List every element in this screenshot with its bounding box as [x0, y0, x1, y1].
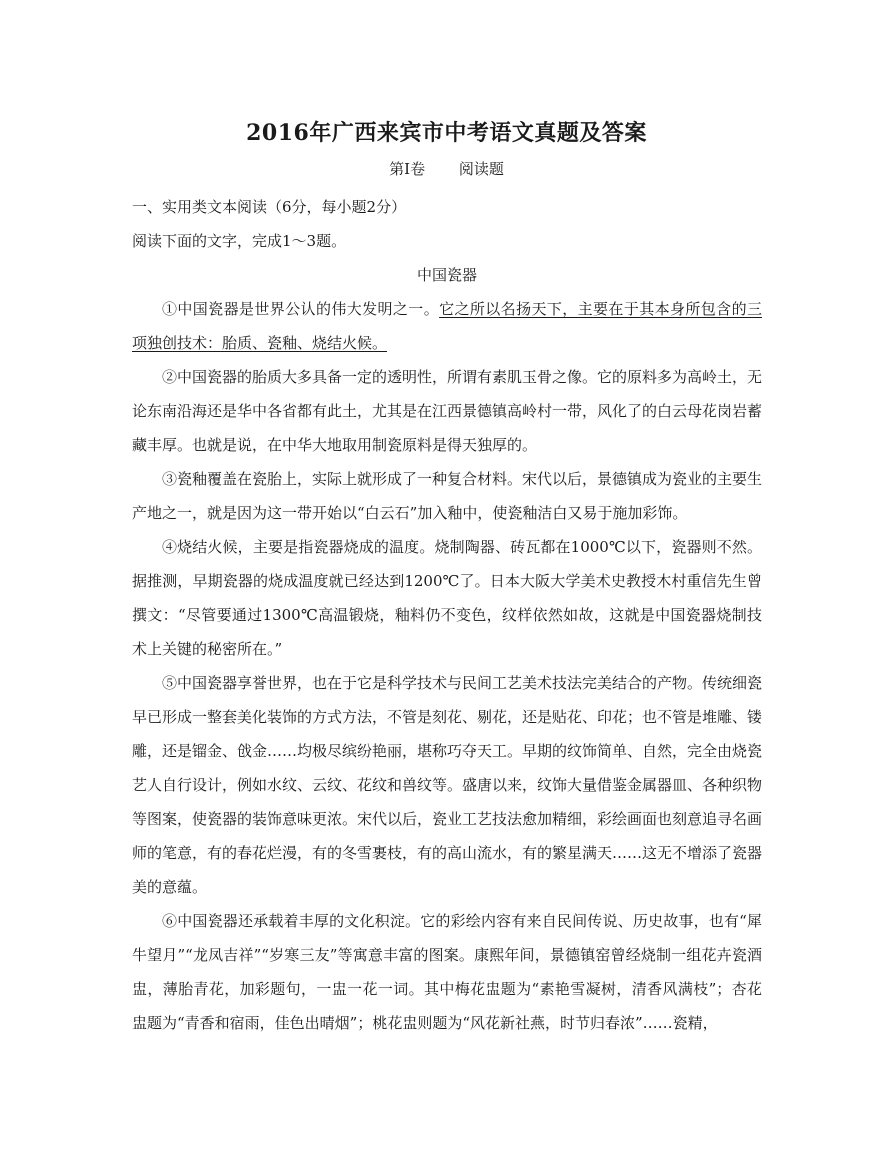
- section-heading: 第Ⅰ卷 阅读题: [389, 160, 504, 178]
- paragraph-5: ⑤中国瓷器享誉世界，也在于它是科学技术与民间工艺美术技法完美结合的产物。传统细瓷早已形成一整套美化装饰的方式方法，不管是刻花、剔花，还是贴花、印花；也不管是堆雕、镂雕，还是镏金、戗金……均极尽缤纷艳丽，堪称巧夺天工。早期的纹饰简单、自然，完全由烧瓷艺人自行设计，例如水纹、云纹、花纹和兽纹等。盛唐以来，纹饰大量借鉴金属器皿、各种织物等图案，使瓷器的装饰意味更浓。宋代以后，瓷业工艺技法愈加精细，彩绘画面也刻意追寻名画师的笔意，有的春花烂漫，有的冬雪裹枝，有的高山流水，有的繁星满天……这无不增添了瓷器美的意蕴。: [132, 674, 763, 896]
- article-title: 中国瓷器: [416, 266, 477, 284]
- part-heading: 一、实用类文本阅读（6分，每小题2分）: [132, 198, 407, 216]
- document-title: 2016年广西来宾市中考语文真题及答案: [246, 120, 647, 146]
- paragraph-1-text: ①中国瓷器是世界公认的伟大发明之一。: [162, 300, 440, 318]
- paragraph-2: ②中国瓷器的胎质大多具备一定的透明性，所谓有素肌玉骨之像。它的原料多为高岭土，无论东南沿海还是华中各省都有此土，尤其是在江西景德镇高岭村一带，风化了的白云母花岗岩蓄藏丰厚。也就是说，在中华大地取用制瓷原料是得天独厚的。: [132, 368, 763, 454]
- instruction-text: 阅读下面的文字，完成1～3题。: [132, 232, 347, 250]
- paragraph-3: ③瓷釉覆盖在瓷胎上，实际上就形成了一种复合材料。宋代以后，景德镇成为瓷业的主要生产地之一，就是因为这一带开始以“白云石”加入釉中，使瓷釉洁白又易于施加彩饰。: [132, 470, 763, 522]
- document-body: [132, 190, 762, 1040]
- paragraph-1: [132, 292, 762, 360]
- paragraph-1-underlined-text: 它之所以名扬天下，主要在于其本身所包含的三项独创技术：胎质、瓷釉、烧结火候。: [132, 300, 762, 352]
- paragraph-6: ⑥中国瓷器还承载着丰厚的文化积淀。它的彩绘内容有来自民间传说、历史故事，也有“犀牛望月”“龙凤吉祥”“岁寒三友”等寓意丰富的图案。康熙年间，景德镇窑曾经烧制一组花卉瓷酒盅，薄胎青花，加彩题句，一盅一花一词。其中梅花盅题为“素艳雪凝树，清香风满枝”；杏花盅题为“青香和宿雨，佳色出晴烟”；桃花盅则题为“风花新社燕，时节归春浓”……瓷精，: [132, 912, 762, 1032]
- paragraph-4: ④烧结火候，主要是指瓷器烧成的温度。烧制陶器、砖瓦都在1000℃以下，瓷器则不然。据推测，早期瓷器的烧成温度就已经达到1200℃了。日本大阪大学美术史教授木村重信先生曾撰文：“尽管要通过1300℃高温锻烧，釉料仍不变色，纹样依然如故，这就是中国瓷器烧制技术上关键的秘密所在。”: [132, 538, 762, 658]
